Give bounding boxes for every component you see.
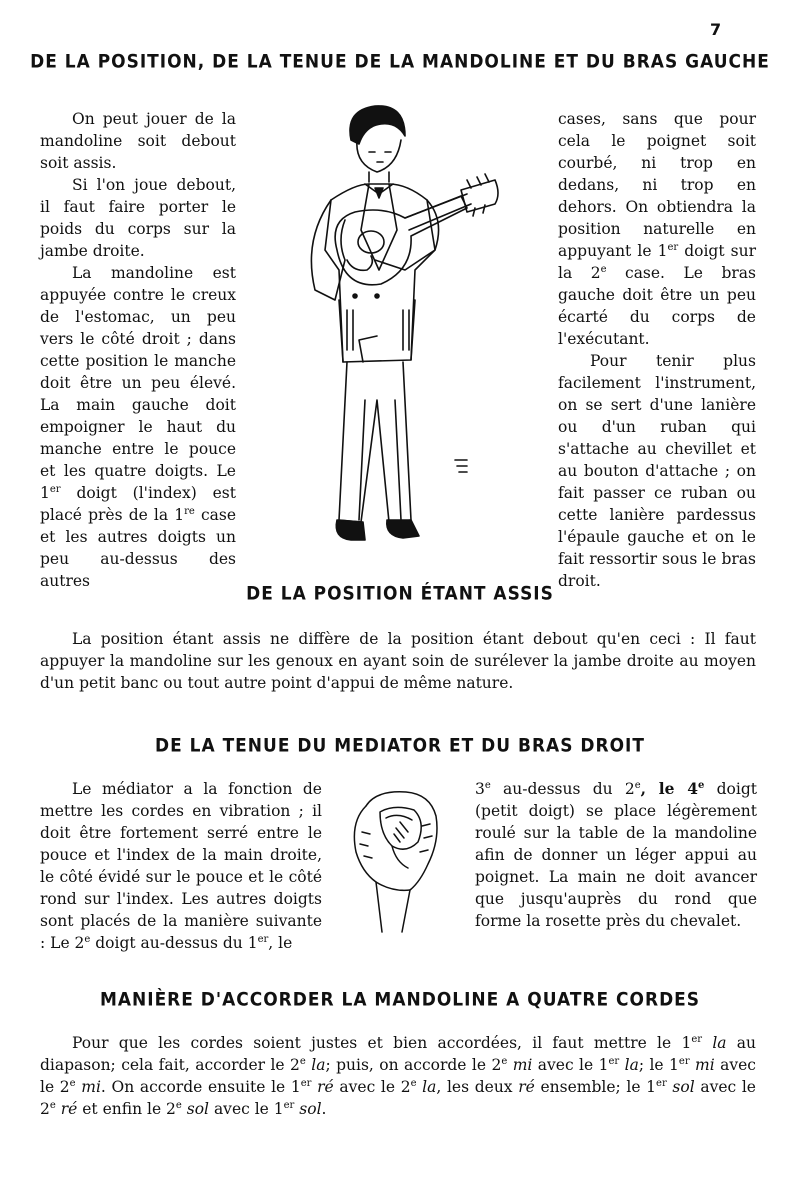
mediator-right-column (475, 778, 757, 932)
paragraph: On peut jouer de la mandoline soit debout soit assis. (40, 110, 236, 172)
position-left-column (40, 108, 236, 592)
paragraph: La position étant assis ne diffère de la position étant debout qu'en ceci : Il faut appuyer la mandoline sur les genoux en ayant soin de surélever la jambe droite au moyen d'un petit banc ou tout autre point d'appui de même nature. (40, 630, 756, 692)
section-title-position: DE LA POSITION, DE LA TENUE DE LA MANDOLINE ET DU BRAS GAUCHE (30, 51, 770, 73)
seated-text (40, 628, 756, 694)
paragraph: La mandoline est appuyée contre le creux de l'estomac, un peu vers le côté droit ; dans cette position le manche doit être un peu élevé. La main gauche doit empoigner le haut du manche entre le pouce et les quatre doigts. Le 1er doigt (l'index) est placé près de la 1re case et les autres doigts un peu au-dessus des autres (40, 264, 236, 590)
position-right-column (558, 108, 756, 592)
section-title-mediator: DE LA TENUE DU MEDIATOR ET DU BRAS DROIT (155, 735, 645, 757)
mediator-left-column (40, 778, 322, 954)
hand-holding-pick-illustration (336, 782, 460, 938)
page-number: 7 (710, 20, 722, 39)
paragraph: Pour tenir plus facilement l'instrument, on se sert d'une lanière ou d'un ruban qui s'attache au chevillet et au bouton d'attache ; on fait passer ce ruban ou cette lanière pardessus l'épaule gauche et on le fait ressortir sous le bras droit. (558, 352, 756, 590)
mandolin-player-illustration (285, 100, 510, 555)
paragraph: 3e au-dessus du 2e, le 4e doigt (petit doigt) se place légèrement roulé sur la table de la mandoline afin de donner un léger appui au poignet. La main ne doit avancer que jusqu'auprès du rond que forme la rosette près du chevalet. (475, 779, 757, 930)
paragraph: Si l'on joue debout, il faut faire porter le poids du corps sur la jambe droite. (40, 176, 236, 260)
paragraph: Pour que les cordes soient justes et bien accordées, il faut mettre le 1er la au diapason; cela fait, accorder le 2e la; puis, on accorde le 2e mi avec le 1er la; le 1er mi avec le 2e mi. On accorde ensuite le 1er ré avec le 2e la, les deux ré ensemble; le 1er sol avec le 2e ré et enfin le 2e sol avec le 1er sol. (40, 1033, 757, 1118)
paragraph: Le médiator a la fonction de mettre les cordes en vibration ; il doit être fortement serré entre le pouce et l'index de la main droite, le côté évidé sur le pouce et le côté rond sur l'index. Les autres doigts sont placés de la manière suivante : Le 2e doigt au-dessus du 1er, le (40, 780, 322, 952)
section-title-seated: DE LA POSITION ÉTANT ASSIS (246, 583, 554, 605)
paragraph: cases, sans que pour cela le poignet soit courbé, ni trop en dedans, ni trop en dehors. On obtiendra la position naturelle en appuyant le 1er doigt sur la 2e case. Le bras gauche doit être un peu écarté du corps de l'exécutant. (558, 110, 757, 348)
tuning-text (40, 1032, 756, 1120)
section-title-tuning: MANIÈRE D'ACCORDER LA MANDOLINE A QUATRE CORDES (99, 989, 701, 1011)
